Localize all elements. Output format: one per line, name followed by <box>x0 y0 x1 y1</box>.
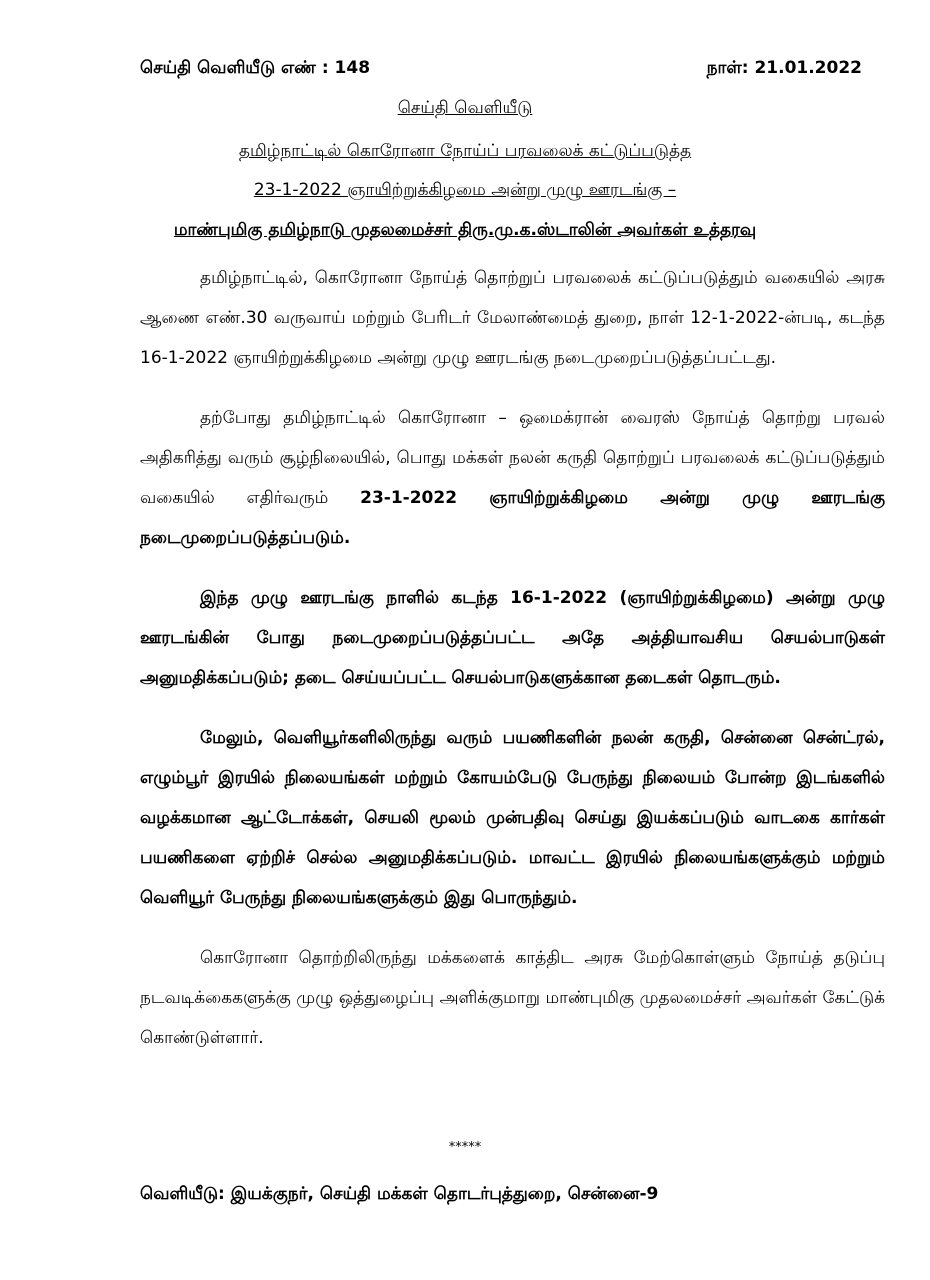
paragraph-3: இந்த முழு ஊரடங்கு நாளில் கடந்த 16-1-2022 (ஞாயிற்றுக்கிழமை) அன்று முழு ஊரடங்கின் போது நடைமுறைப்படுத்தப்பட்ட அதே அத்தியாவசிய செயல்பாடுகள் அனுமதிக்கப்படும்; தடை செய்யப்பட்ட செயல்பாடுகளுக்கான தடைகள் தொடரும். <box>140 588 885 688</box>
paragraph-5: கொரோனா தொற்றிலிருந்து மக்களைக் காத்திட அரசு மேற்கொள்ளும் நோய்த் தடுப்பு நடவடிக்கைகளுக்கு முழு ஒத்துழைப்பு அளிக்குமாறு மாண்புமிகு முதலமைச்சர் அவர்கள் கேட்டுக் கொண்டுள்ளார். <box>140 948 885 1048</box>
release-date: நாள்: 21.01.2022 <box>706 58 862 78</box>
paragraph-4: மேலும், வெளியூர்களிலிருந்து வரும் பயணிகளின் நலன் கருதி, சென்னை சென்ட்ரல், எழும்பூர் இரயில் நிலையங்கள் மற்றும் கோயம்பேடு பேருந்து நிலையம் போன்ற இடங்களில் வழக்கமான ஆட்டோக்கள், செயலி மூலம் முன்பதிவு செய்து இயக்கப்படும் வாடகை கார்கள் பயணிகளை ஏற்றிச் செல்ல அனுமதிக்கப்படும். மாவட்ட இரயில் நிலையங்களுக்கும் மற்றும் வெளியூர் பேருந்து நிலையங்களுக்கும் இது பொருந்தும். <box>140 728 885 908</box>
paragraph-1: தமிழ்நாட்டில், கொரோனா நோய்த் தொற்றுப் பரவலைக் கட்டுப்படுத்தும் வகையில் அரசு ஆணை எண்.30 வருவாய் மற்றும் பேரிடர் மேலாண்மைத் துறை, நாள் 12-1-2022-ன்படி, கடந்த 16-1-2022 ஞாயிற்றுக்கிழமை அன்று முழு ஊரடங்கு நடைமுறைப்படுத்தப்பட்டது. <box>140 268 885 368</box>
paragraph-2-text: தற்போது தமிழ்நாட்டில் கொரோனா – ஒமைக்ரான் வைரஸ் நோய்த் தொற்று பரவல் அதிகரித்து வரும் சூழ்நிலையில், பொது மக்கள் நலன் கருதி தொற்றுப் பரவலைக் கட்டுப்படுத்தும் வகையில் எதிர்வரும் <box>140 408 885 508</box>
header-row <box>140 58 862 80</box>
paragraph-2 <box>140 398 885 558</box>
document-title: செய்தி வெளியீடு <box>397 98 533 118</box>
headline-line-1: தமிழ்நாட்டில் கொரோனா நோய்ப் பரவலைக் கட்டுப்படுத்த <box>238 141 692 161</box>
footer-issuer: வெளியீடு: இயக்குநர், செய்தி மக்கள் தொடர்புத்துறை, சென்னை-9 <box>140 1184 659 1204</box>
paragraph-2-bold: 23-1-2022 ஞாயிற்றுக்கிழமை அன்று முழு ஊரடங்கு நடைமுறைப்படுத்தப்படும். <box>140 488 885 548</box>
body-text <box>140 258 885 1058</box>
headline-line-3: மாண்புமிகு தமிழ்நாடு முதலமைச்சர் திரு.மு.க.ஸ்டாலின் அவர்கள் உத்தரவு <box>173 220 757 240</box>
separator-stars: ***** <box>448 1140 482 1155</box>
headline-line-2: 23-1-2022 ஞாயிற்றுக்கிழமை அன்று முழு ஊரடங்கு – <box>253 180 677 200</box>
release-number: செய்தி வெளியீடு எண் : 148 <box>140 58 371 78</box>
